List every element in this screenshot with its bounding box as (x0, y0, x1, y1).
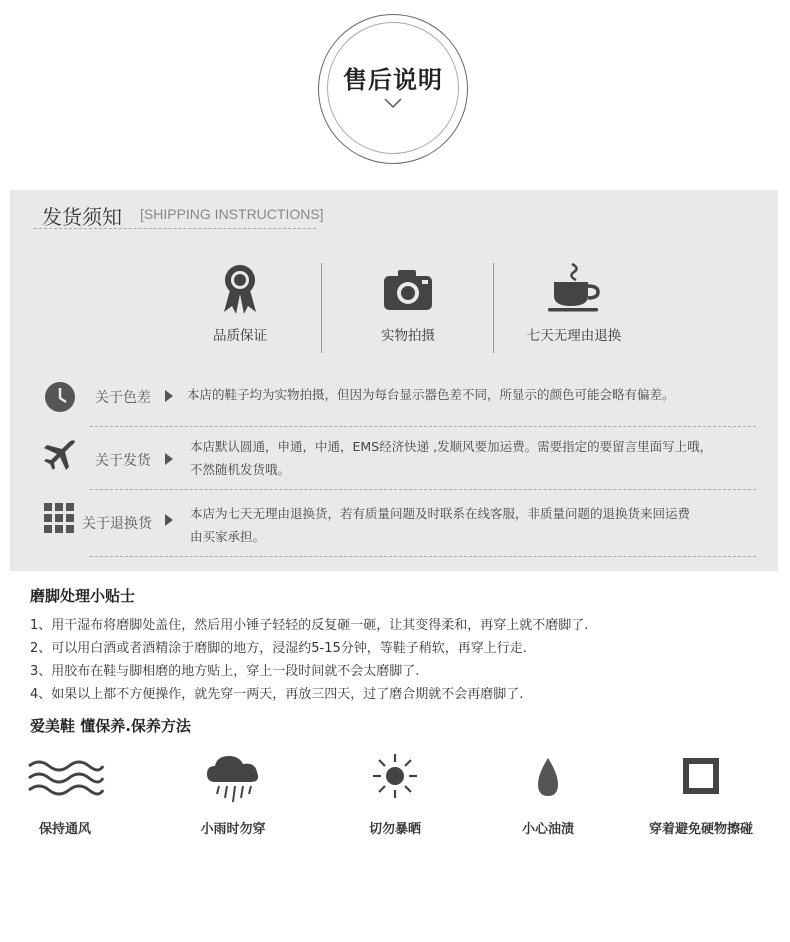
tip-item: 4、如果以上都不方便操作，就先穿一两天，再放三四天，过了磨合期就不会再磨脚了. (30, 687, 524, 702)
note-text: 本店的鞋子均为实物拍摄，但因为每台显示器色差不同，所显示的颜色可能会略有偏差。 (187, 387, 675, 402)
note-text: 本店默认圆通，申通，中通，EMS经济快递 ,发顺风要加运费。需要指定的要留言里面写上哦， (190, 439, 713, 454)
note-text: 本店为七天无理由退换货，若有质量问题及时联系在线客服，非质量问题的退换货来回运费 (190, 506, 691, 521)
airplane-icon (42, 438, 78, 474)
feature-label: 实物拍摄 (381, 328, 435, 344)
tips-title: 磨脚处理小贴士 (30, 587, 136, 605)
care-title: 爱美鞋 懂保养.保养方法 (30, 717, 191, 735)
arrow-right-icon (165, 390, 173, 402)
clock-icon (44, 381, 76, 413)
care-label: 小心油渍 (521, 822, 574, 837)
divider (493, 263, 494, 353)
divider (90, 556, 756, 557)
feature-real-photo (338, 262, 478, 352)
care-label: 小雨时勿穿 (200, 822, 266, 837)
feature-return (504, 262, 644, 352)
square-frame-icon (671, 750, 731, 810)
care-label: 保持通风 (38, 822, 91, 837)
note-text: 由买家承担。 (190, 529, 266, 544)
feature-label: 品质保证 (213, 328, 267, 344)
camera-icon (378, 262, 438, 314)
divider (321, 263, 322, 353)
divider (90, 426, 756, 427)
care-item-hard-objects (626, 750, 776, 837)
grid-icon (44, 503, 74, 533)
divider (90, 489, 756, 490)
page-title: 售后说明 (343, 65, 443, 94)
wave-icon (25, 750, 105, 810)
award-ribbon-icon (210, 262, 270, 314)
sun-icon (365, 750, 425, 810)
drop-icon (518, 750, 578, 810)
care-item-sun (320, 750, 470, 837)
rain-cloud-icon (203, 750, 263, 810)
note-text: 不然随机发货哦。 (190, 462, 291, 477)
note-label-shipping: 关于发货 (95, 453, 151, 469)
care-item-rain (158, 750, 308, 837)
shipping-subtitle: [SHIPPING INSTRUCTIONS] (140, 206, 324, 222)
feature-quality (170, 262, 310, 352)
arrow-right-icon (165, 514, 173, 526)
feature-label: 七天无理由退换 (526, 328, 622, 344)
chevron-down-icon (383, 96, 403, 110)
tip-item: 3、用胶布在鞋与脚相磨的地方贴上，穿上一段时间就不会太磨脚了. (30, 664, 420, 679)
arrow-right-icon (165, 453, 173, 465)
care-label: 切勿暴晒 (368, 822, 421, 837)
tip-item: 1、用干湿布将磨脚处盖住，然后用小锤子轻轻的反复砸一砸，让其变得柔和，再穿上就不磨脚了. (30, 618, 589, 633)
shipping-title: 发货须知 (42, 205, 122, 229)
note-label-color: 关于色差 (95, 390, 151, 406)
care-item-oil (473, 750, 623, 837)
divider (34, 228, 316, 229)
note-label-return: 关于退换货 (82, 516, 152, 532)
coffee-cup-icon (544, 262, 604, 314)
tip-item: 2、可以用白酒或者酒精涂于磨脚的地方，浸湿约5-15分钟，等鞋子稍软，再穿上行走. (30, 641, 527, 656)
care-label: 穿着避免硬物擦碰 (648, 822, 753, 837)
care-item-ventilation (0, 750, 140, 837)
